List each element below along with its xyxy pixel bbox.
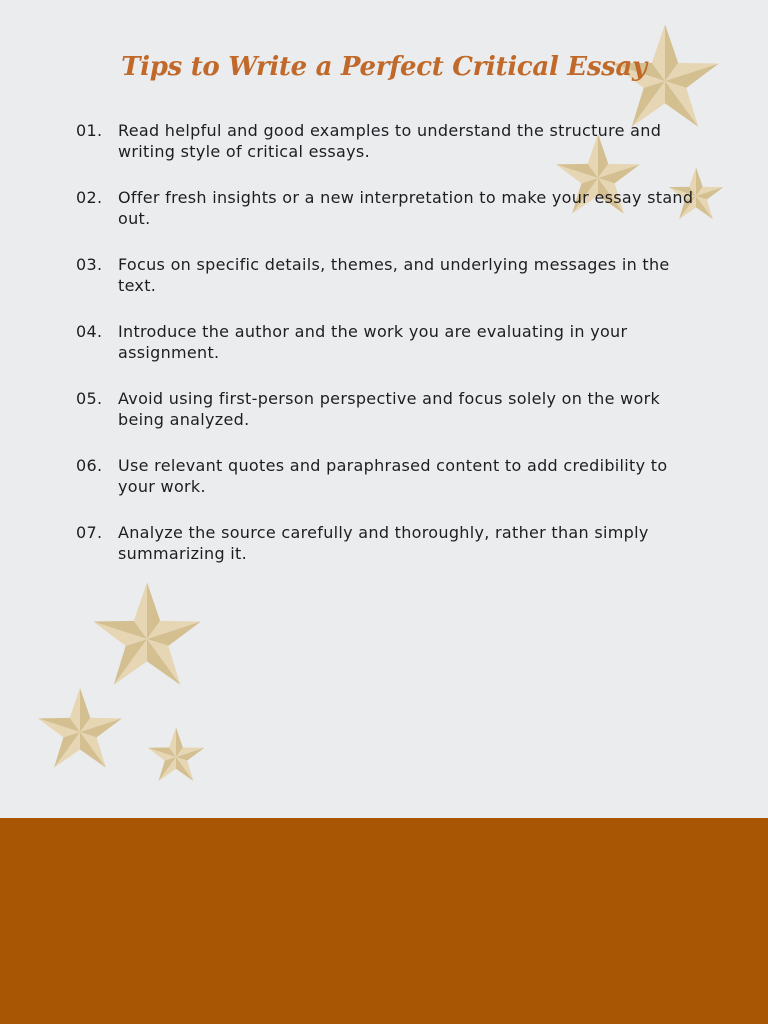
tip-number: 04.: [76, 322, 103, 341]
list-item: [76, 321, 696, 388]
star-icon: [88, 580, 206, 698]
tip-text: Use relevant quotes and paraphrased content to add credibility to your work.: [118, 456, 668, 496]
tip-text: Offer fresh insights or a new interpretation to make your essay stand out.: [118, 188, 694, 228]
tip-number: 02.: [76, 188, 103, 207]
star-icon: [145, 726, 207, 788]
list-item: [76, 187, 696, 254]
list-item: [76, 455, 696, 522]
tip-number: 03.: [76, 255, 103, 274]
footer-band: [0, 818, 768, 1024]
tip-number: 01.: [76, 121, 103, 140]
tip-number: 07.: [76, 523, 103, 542]
tip-text: Introduce the author and the work you are evaluating in your assignment.: [118, 322, 628, 362]
list-item: [76, 388, 696, 455]
tip-text: Avoid using first-person perspective and focus solely on the work being analyzed.: [118, 389, 661, 429]
tip-number: 06.: [76, 456, 103, 475]
tip-number: 05.: [76, 389, 103, 408]
list-item: [76, 254, 696, 321]
list-item: [76, 120, 696, 187]
page-title: Tips to Write a Perfect Critical Essay: [121, 52, 647, 82]
star-icon: [34, 686, 126, 778]
list-item: [76, 522, 696, 589]
tip-text: Read helpful and good examples to understand the structure and writing style of critical essays.: [118, 121, 662, 161]
tip-text: Analyze the source carefully and thoroughly, rather than simply summarizing it.: [118, 523, 649, 563]
tip-text: Focus on specific details, themes, and underlying messages in the text.: [118, 255, 670, 295]
tips-list: [76, 120, 696, 589]
